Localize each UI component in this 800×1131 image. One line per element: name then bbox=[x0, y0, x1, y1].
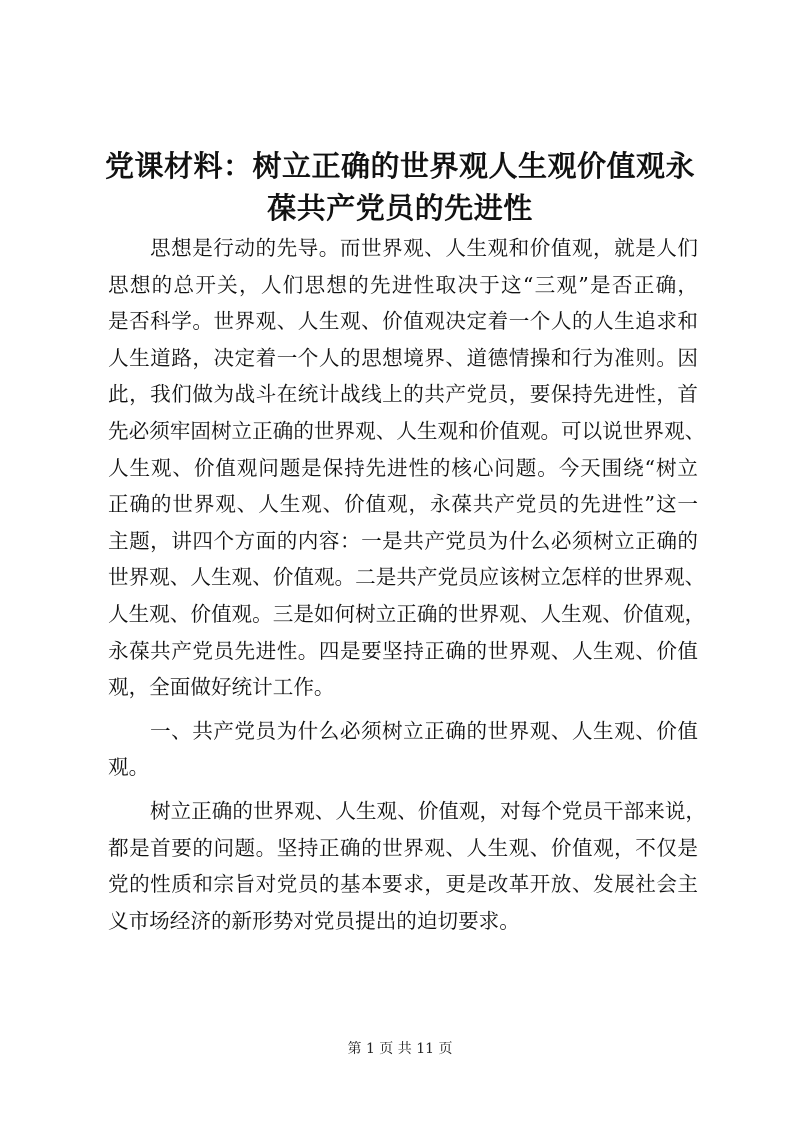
title-line-2: 葆共产党员的先进性 bbox=[267, 191, 533, 225]
page-footer: 第 1 页 共 11 页 bbox=[347, 1041, 453, 1057]
paragraph-line: 思想的总开关，人们思想的先进性取决于这“三观”是否正确， bbox=[108, 272, 698, 297]
paragraph-line: 先必须牢固树立正确的世界观、人生观和价值观。可以说世界观、 bbox=[108, 418, 706, 443]
title-line-1: 党课材料：树立正确的世界观人生观价值观永 bbox=[104, 149, 695, 183]
paragraph-line: 人生观、价值观问题是保持先进性的核心问题。今天围绕“树立 bbox=[108, 455, 698, 480]
paragraph-line: 人生观、价值观。三是如何树立正确的世界观、人生观、价值观， bbox=[108, 601, 706, 626]
paragraph-line: 正确的世界观、人生观、价值观，永葆共产党员的先进性”这一 bbox=[108, 492, 698, 517]
paragraph-line: 观。 bbox=[108, 755, 150, 780]
paragraph-line: 永葆共产党员先进性。四是要坚持正确的世界观、人生观、价值 bbox=[108, 638, 698, 663]
document-title bbox=[100, 145, 700, 229]
paragraph-line: 都是首要的问题。坚持正确的世界观、人生观、价值观，不仅是 bbox=[108, 835, 698, 860]
document-body bbox=[108, 230, 707, 946]
paragraph-line: 此，我们做为战斗在统计战线上的共产党员，要保持先进性，首 bbox=[108, 382, 698, 407]
paragraph-line: 一、共产党员为什么必须树立正确的世界观、人生观、价值 bbox=[150, 718, 698, 743]
paragraph-line: 人生道路，决定着一个人的思想境界、道德情操和行为准则。因 bbox=[108, 345, 698, 370]
paragraph-line: 主题，讲四个方面的内容：一是共产党员为什么必须树立正确的 bbox=[108, 528, 698, 553]
paragraph-line: 是否科学。世界观、人生观、价值观决定着一个人的人生追求和 bbox=[108, 309, 698, 334]
paragraph-line: 思想是行动的先导。而世界观、人生观和价值观，就是人们 bbox=[150, 236, 698, 260]
paragraph-section-1-body bbox=[108, 793, 707, 939]
paragraph-line: 观，全面做好统计工作。 bbox=[108, 675, 335, 700]
paragraph-line: 党的性质和宗旨对党员的基本要求，更是改革开放、发展社会主 bbox=[108, 872, 698, 897]
paragraph-line: 义市场经济的新形势对党员提出的迫切要求。 bbox=[108, 908, 520, 933]
paragraph-line: 树立正确的世界观、人生观、价值观，对每个党员干部来说， bbox=[150, 798, 707, 823]
paragraph-line: 世界观、人生观、价值观。二是共产党员应该树立怎样的世界观、 bbox=[108, 565, 706, 590]
section-heading-1 bbox=[108, 713, 698, 786]
paragraph-intro bbox=[108, 230, 706, 706]
